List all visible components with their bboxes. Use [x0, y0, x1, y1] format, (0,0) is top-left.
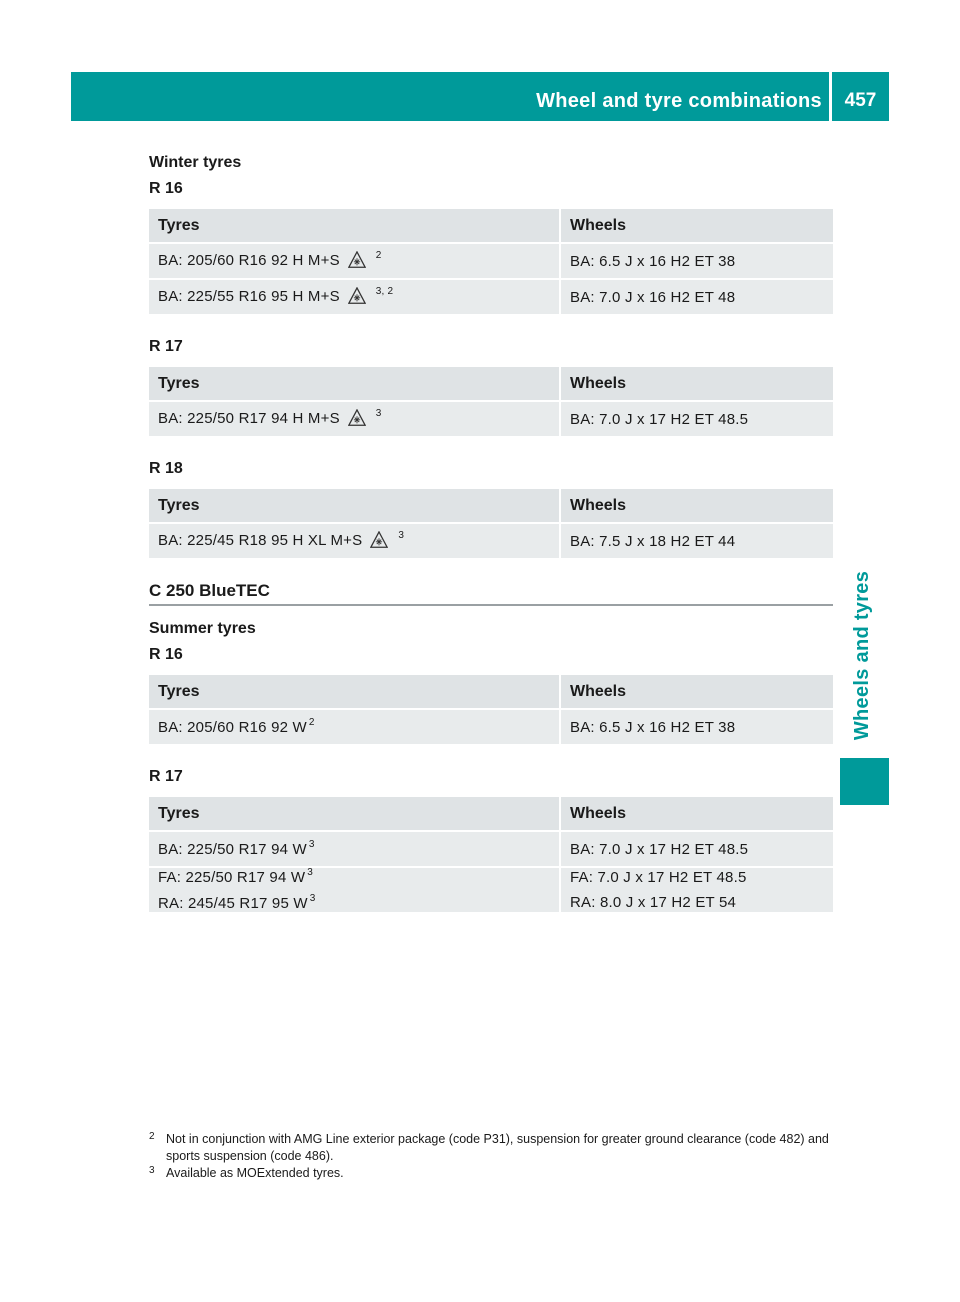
wheel-cell: BA: 7.0 J x 17 H2 ET 48.5 [561, 402, 833, 438]
wheel-cell: BA: 6.5 J x 16 H2 ET 38 [561, 244, 833, 280]
footnote-number: 3 [149, 1165, 155, 1176]
col-wheels: Wheels [561, 489, 833, 524]
side-tab-label: Wheels and tyres [851, 570, 874, 740]
footnote-text: Available as MOExtended tyres. [166, 1166, 344, 1180]
tyre-cell [149, 868, 561, 914]
footnote-text: Not in conjunction with AMG Line exterior package (code P31), suspension for greater ground clearance (code 482) and sports suspension (code 486). [166, 1132, 829, 1163]
model-heading: C 250 BlueTEC [149, 581, 270, 600]
col-tyres: Tyres [149, 367, 561, 402]
tyre-spec: BA: 205/60 R16 92 W [158, 719, 307, 736]
col-tyres: Tyres [149, 797, 561, 832]
table-header-row [149, 209, 833, 244]
wheel-cell: BA: 7.5 J x 18 H2 ET 44 [561, 524, 833, 560]
table-row [149, 280, 833, 316]
tyre-cell [149, 402, 561, 438]
col-wheels: Wheels [561, 367, 833, 402]
wheel-cell: BA: 7.0 J x 17 H2 ET 48.5 [561, 832, 833, 868]
tyre-cell [149, 280, 561, 316]
winter-r18-label: R 18 [149, 460, 183, 477]
side-tab-marker [840, 758, 889, 805]
table-header-row [149, 367, 833, 402]
snowflake-mountain-icon [348, 409, 366, 427]
tyre-spec-rear [158, 894, 550, 912]
winter-r18-table [149, 489, 833, 560]
page-title: Wheel and tyre combinations [536, 90, 822, 112]
winter-r16-label: R 16 [149, 180, 183, 197]
tyre-spec: BA: 225/55 R16 95 H M+S [158, 288, 340, 306]
wheel-cell [561, 868, 833, 914]
table-row [149, 710, 833, 746]
summer-tyres-label: Summer tyres [149, 620, 256, 637]
summer-r17-label: R 17 [149, 768, 183, 785]
footnote-ref: 3 [309, 893, 316, 904]
wheel-cell: BA: 6.5 J x 16 H2 ET 38 [561, 710, 833, 746]
table-header-row [149, 489, 833, 524]
table-row [149, 868, 833, 914]
footnote [149, 1165, 839, 1182]
col-tyres: Tyres [149, 209, 561, 244]
table-header-row [149, 675, 833, 710]
snowflake-mountain-icon [348, 287, 366, 305]
table-row [149, 402, 833, 438]
footnote-ref: 2 [375, 250, 382, 262]
col-tyres: Tyres [149, 489, 561, 524]
tyre-cell [149, 524, 561, 560]
wheel-spec-front: FA: 7.0 J x 17 H2 ET 48.5 [570, 869, 747, 886]
tyre-spec: FA: 225/50 R17 94 W [158, 869, 306, 886]
summer-r16-label: R 16 [149, 646, 183, 663]
tyre-spec: BA: 205/60 R16 92 H M+S [158, 252, 340, 270]
col-tyres: Tyres [149, 675, 561, 710]
tyre-spec: BA: 225/45 R18 95 H XL M+S [158, 532, 363, 550]
snowflake-mountain-icon [348, 251, 366, 269]
wheel-cell: BA: 7.0 J x 16 H2 ET 48 [561, 280, 833, 316]
footnote-ref: 3 [375, 408, 382, 420]
page-number: 457 [844, 90, 877, 111]
summer-r17-table [149, 797, 833, 914]
col-wheels: Wheels [561, 797, 833, 832]
footnote-ref: 2 [308, 717, 315, 728]
summer-r16-table [149, 675, 833, 746]
table-row [149, 832, 833, 868]
col-wheels: Wheels [561, 209, 833, 244]
col-wheels: Wheels [561, 675, 833, 710]
table-row [149, 524, 833, 560]
wheel-spec-rear: RA: 8.0 J x 17 H2 ET 54 [570, 894, 737, 911]
winter-tyres-label: Winter tyres [149, 154, 242, 171]
tyre-cell [149, 832, 561, 868]
footnote-number: 2 [149, 1131, 155, 1142]
footnote [149, 1131, 839, 1165]
footnote-ref: 3 [307, 867, 313, 878]
winter-r17-table [149, 367, 833, 438]
tyre-spec: BA: 225/50 R17 94 H M+S [158, 410, 340, 428]
section-divider [149, 604, 833, 606]
side-tab [840, 557, 886, 753]
winter-r16-table [149, 209, 833, 316]
tyre-spec: BA: 225/50 R17 94 W [158, 841, 307, 858]
footnote-ref: 3, 2 [375, 286, 394, 298]
table-header-row [149, 797, 833, 832]
winter-r17-label: R 17 [149, 338, 183, 355]
snowflake-mountain-icon [370, 531, 388, 549]
footnotes [149, 1131, 839, 1182]
tyre-spec: RA: 245/45 R17 95 W [158, 895, 308, 912]
footnote-ref: 3 [308, 839, 315, 850]
page-header [71, 72, 889, 121]
tyre-spec-front [158, 869, 313, 886]
table-row [149, 244, 833, 280]
tyre-cell [149, 710, 561, 746]
footnote-ref: 3 [398, 530, 405, 542]
tyre-cell [149, 244, 561, 280]
